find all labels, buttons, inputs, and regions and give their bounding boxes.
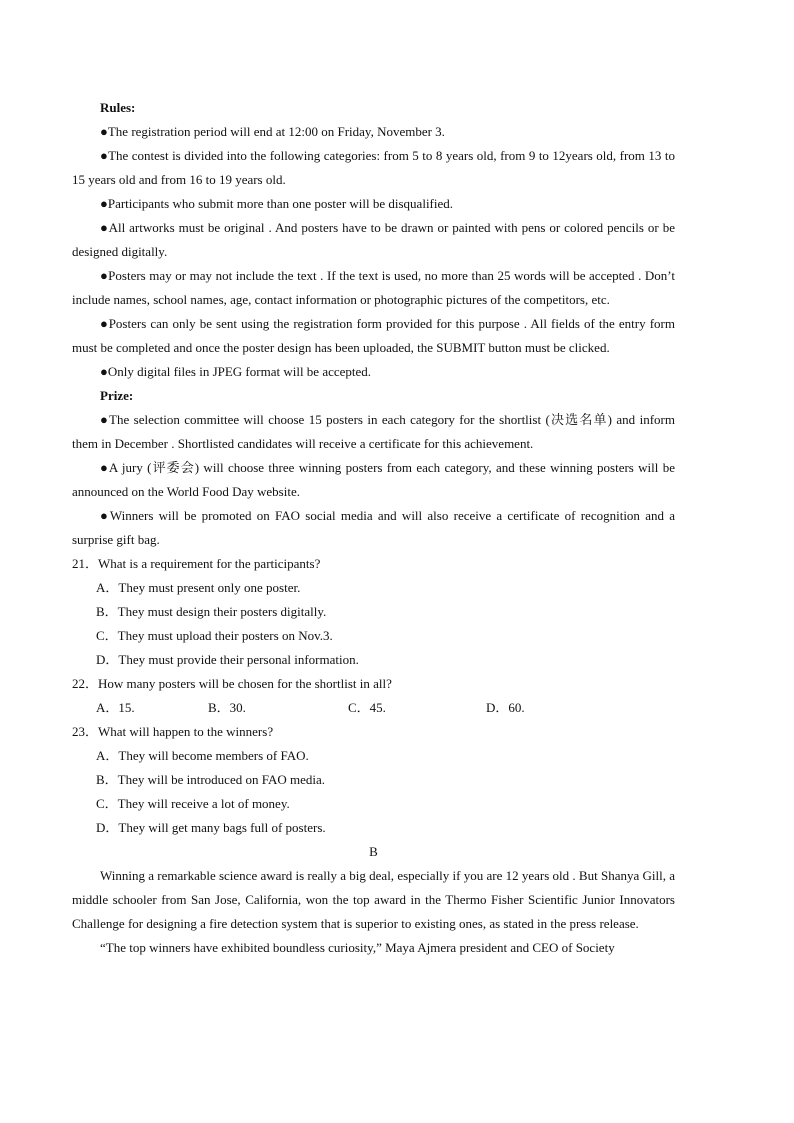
passage-b-paragraph: “The top winners have exhibited boundless curiosity,” Maya Ajmera president and CEO of Society — [100, 940, 615, 955]
passage-b-label: B — [369, 844, 378, 859]
rule-item: ●The registration period will end at 12:00 on Friday, November 3. — [100, 124, 445, 139]
question-23-option: C．They will receive a lot of money. — [96, 796, 290, 811]
rule-item: ●The contest is divided into the following categories: from 5 to 8 years old, from 9 to 12years old, from 13 to 15 years old and from 16 to 19 years old. — [72, 148, 675, 187]
question-22-option: C．45. — [348, 700, 386, 715]
question-23-option: A．They will become members of FAO. — [96, 748, 309, 763]
question-22-options — [72, 696, 675, 720]
prize-item: ●Winners will be promoted on FAO social media and will also receive a certificate of recognition and a surprise gift bag. — [72, 508, 675, 547]
question-21-stem: 21．What is a requirement for the participants? — [72, 556, 321, 571]
rules-heading: Rules: — [100, 100, 136, 115]
rule-item: ●Posters may or may not include the text . If the text is used, no more than 25 words will be accepted . Don’t include names, school names, age, contact information or photographic pictures of the competitors, etc. — [72, 268, 675, 307]
prize-item: ●A jury (评委会) will choose three winning posters from each category, and these winning posters will be announced on the World Food Day website. — [72, 460, 675, 499]
rule-item: ●Participants who submit more than one poster will be disqualified. — [100, 196, 454, 211]
prize-heading: Prize: — [100, 388, 134, 403]
question-21-option: B．They must design their posters digitally. — [96, 604, 327, 619]
rule-item: ●Posters can only be sent using the registration form provided for this purpose . All fields of the entry form must be completed and once the poster design has been uploaded, the SUBMIT button must be clicked. — [72, 316, 675, 355]
question-22-stem: 22．How many posters will be chosen for the shortlist in all? — [72, 676, 392, 691]
question-23-option: D．They will get many bags full of posters. — [96, 820, 326, 835]
document-page — [72, 96, 675, 960]
question-22-option: B．30. — [208, 700, 246, 715]
rule-item: ●Only digital files in JPEG format will be accepted. — [100, 364, 372, 379]
prize-item: ●The selection committee will choose 15 posters in each category for the shortlist (决选名单) and inform them in December . Shortlisted candidates will receive a certificate for this achievement. — [72, 412, 675, 451]
question-23-stem: 23．What will happen to the winners? — [72, 724, 274, 739]
question-21-option: A．They must present only one poster. — [96, 580, 301, 595]
rule-item: ●All artworks must be original . And posters have to be drawn or painted with pens or colored pencils or be designed digitally. — [72, 220, 675, 259]
passage-b-paragraph: Winning a remarkable science award is really a big deal, especially if you are 12 years old . But Shanya Gill, a middle schooler from San Jose, California, won the top award in the Thermo Fisher Scientific Junior Innovators Challenge for designing a fire detection system that is superior to existing ones, as stated in the press release. — [72, 868, 675, 931]
question-22-option: D．60. — [486, 700, 525, 715]
question-22-option: A．15. — [96, 700, 135, 715]
question-21-option: D．They must provide their personal information. — [96, 652, 359, 667]
question-23-option: B．They will be introduced on FAO media. — [96, 772, 326, 787]
question-21-option: C．They must upload their posters on Nov.3. — [96, 628, 333, 643]
